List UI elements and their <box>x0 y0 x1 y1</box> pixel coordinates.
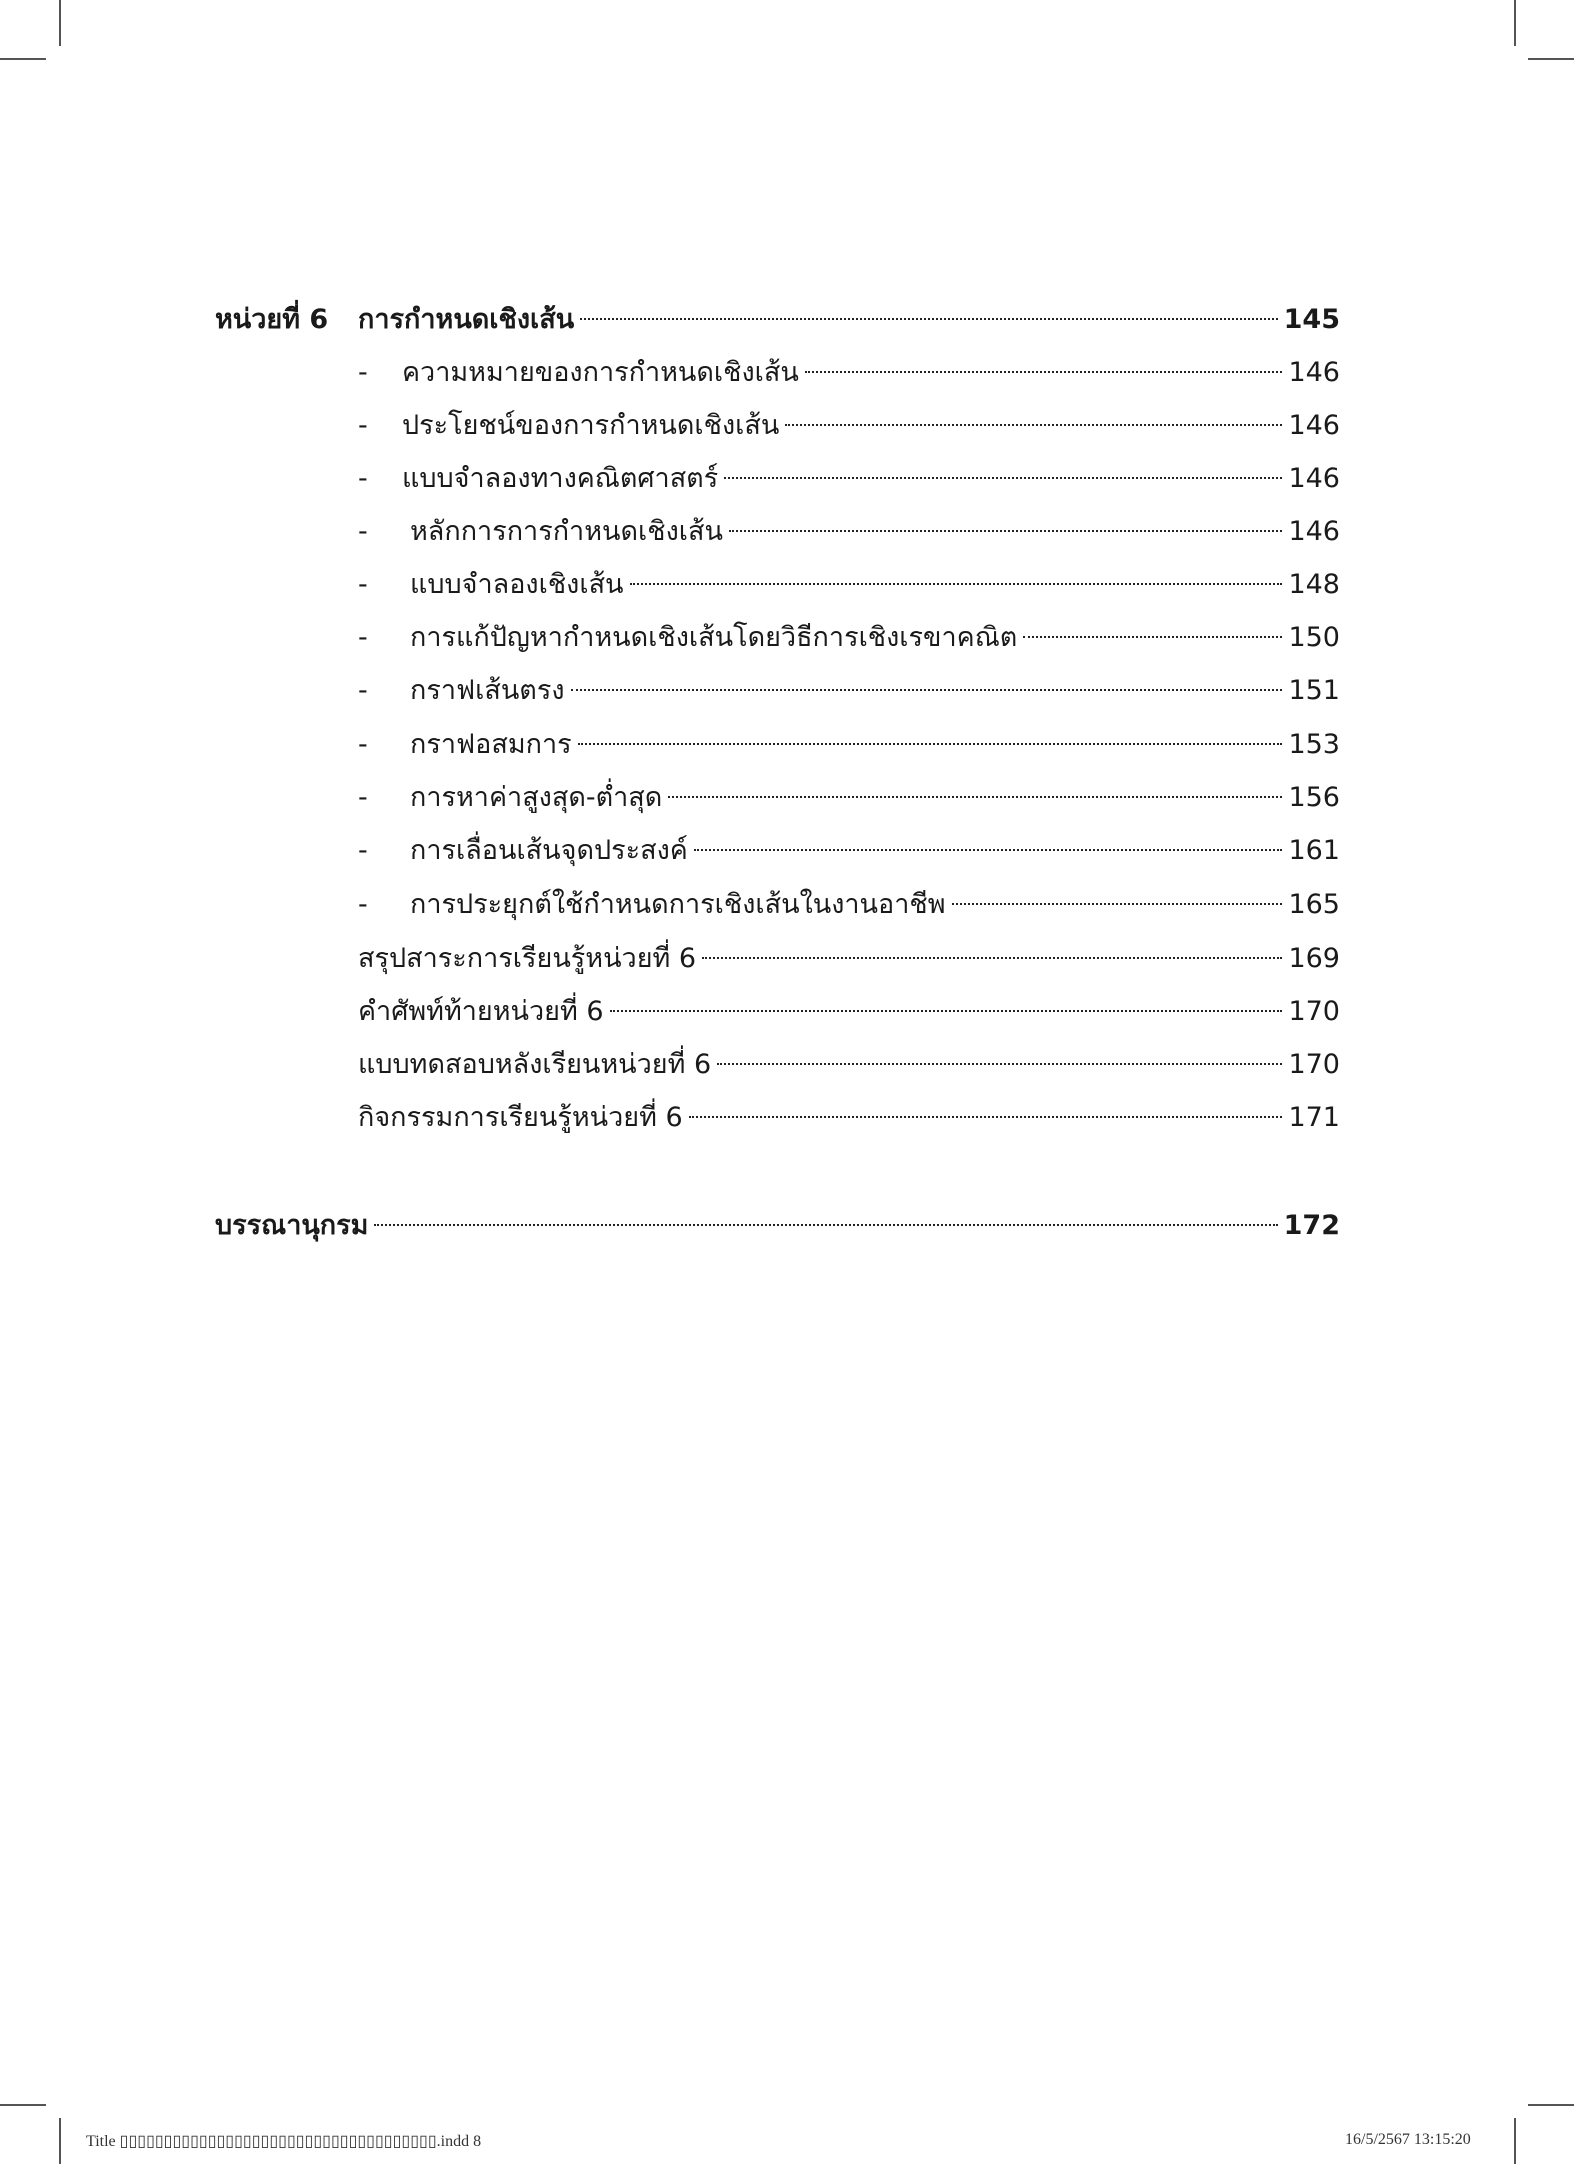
bullet-dash: - <box>358 569 368 600</box>
dot-leader <box>571 689 1283 691</box>
toc-unit-heading <box>215 295 1340 345</box>
toc-item-page: 148 <box>1288 569 1340 600</box>
bullet-dash: - <box>358 622 368 653</box>
toc-item-page: 161 <box>1288 835 1340 866</box>
toc-closing-item <box>215 987 1340 1037</box>
toc-item-page: 170 <box>1288 996 1340 1027</box>
toc-item-text: กราฟอสมการ <box>410 729 572 760</box>
dot-leader <box>952 903 1283 905</box>
toc-item <box>215 773 1340 823</box>
toc-item-text: การหาค่าสูงสุด-ต่ำสุด <box>410 782 663 813</box>
toc-item <box>215 666 1340 716</box>
toc-item-text: การแก้ปัญหากำหนดเชิงเส้นโดยวิธีการเชิงเรขาคณิต <box>410 622 1018 653</box>
unit-page-number: 145 <box>1283 304 1340 335</box>
bullet-dash: - <box>358 835 368 866</box>
toc-item-page: 146 <box>1288 516 1340 547</box>
toc-item <box>215 720 1340 770</box>
bullet-dash: - <box>358 463 368 494</box>
unit-title: การกำหนดเชิงเส้น <box>358 304 575 335</box>
toc-item-text: กราฟเส้นตรง <box>410 675 565 706</box>
bullet-dash: - <box>358 675 368 706</box>
bullet-dash: - <box>358 357 368 388</box>
dot-leader <box>694 849 1283 851</box>
bibliography-page: 172 <box>1283 1210 1340 1241</box>
toc-item <box>215 560 1340 610</box>
toc-item-text: หลักการการกำหนดเชิงเส้น <box>410 516 723 547</box>
dot-leader <box>610 1010 1283 1012</box>
toc-bibliography <box>215 1201 1340 1251</box>
bullet-dash: - <box>358 782 368 813</box>
toc-item-page: 169 <box>1288 943 1340 974</box>
toc-item-text: สรุปสาระการเรียนรู้หน่วยที่ 6 <box>358 943 697 974</box>
dot-leader <box>578 743 1283 745</box>
dot-leader <box>689 1116 1283 1118</box>
dot-leader <box>717 1063 1282 1065</box>
toc-item <box>215 401 1340 451</box>
dot-leader <box>805 371 1283 373</box>
toc-item <box>215 507 1340 557</box>
toc-item-text: ความหมายของการกำหนดเชิงเส้น <box>402 357 799 388</box>
dot-leader <box>729 530 1283 532</box>
toc-item-text: คำศัพท์ท้ายหน่วยที่ 6 <box>358 996 604 1027</box>
bibliography-title: บรรณานุกรม <box>215 1210 369 1241</box>
slug-file-info: Title ▯▯▯▯▯▯▯▯▯▯▯▯▯▯▯▯▯▯▯▯▯▯▯▯▯▯▯▯▯▯▯▯▯▯▯▯.indd 8 <box>86 2133 482 2150</box>
toc-item-text: แบบทดสอบหลังเรียนหน่วยที่ 6 <box>358 1049 712 1080</box>
dot-leader <box>580 318 1277 320</box>
toc-item <box>215 880 1340 930</box>
dot-leader <box>668 796 1282 798</box>
toc-item-page: 146 <box>1288 357 1340 388</box>
dot-leader <box>724 477 1282 479</box>
toc-item-page: 153 <box>1288 729 1340 760</box>
dot-leader <box>374 1224 1277 1226</box>
toc-item-text: แบบจำลองเชิงเส้น <box>410 569 624 600</box>
toc-item <box>215 348 1340 398</box>
bullet-dash: - <box>358 889 368 920</box>
toc-closing-item <box>215 1093 1340 1143</box>
toc-item <box>215 826 1340 876</box>
toc-item-text: การเลื่อนเส้นจุดประสงค์ <box>410 835 688 866</box>
dot-leader <box>702 957 1282 959</box>
toc-closing-item <box>215 1040 1340 1090</box>
toc-item-text: แบบจำลองทางคณิตศาสตร์ <box>402 463 719 494</box>
dot-leader <box>630 583 1283 585</box>
unit-number-label: หน่วยที่ 6 <box>215 304 329 335</box>
toc-item-page: 171 <box>1288 1102 1340 1133</box>
slug-timestamp: 16/5/2567 13:15:20 <box>1345 2131 1471 2148</box>
bullet-dash: - <box>358 516 368 547</box>
toc-item-page: 150 <box>1288 622 1340 653</box>
bullet-dash: - <box>358 729 368 760</box>
toc-item-page: 151 <box>1288 675 1340 706</box>
toc-item-page: 146 <box>1288 463 1340 494</box>
toc-item-page: 156 <box>1288 782 1340 813</box>
dot-leader <box>1023 636 1282 638</box>
toc-closing-item <box>215 934 1340 984</box>
toc-item-text: กิจกรรมการเรียนรู้หน่วยที่ 6 <box>358 1102 683 1133</box>
toc-item-page: 165 <box>1288 889 1340 920</box>
toc-item-text: ประโยชน์ของการกำหนดเชิงเส้น <box>402 410 780 441</box>
toc-item <box>215 454 1340 504</box>
bullet-dash: - <box>358 410 368 441</box>
toc-item <box>215 613 1340 663</box>
toc-item-page: 146 <box>1288 410 1340 441</box>
toc-item-text: การประยุกต์ใช้กำหนดการเชิงเส้นในงานอาชีพ <box>410 889 946 920</box>
toc-item-page: 170 <box>1288 1049 1340 1080</box>
dot-leader <box>785 424 1282 426</box>
